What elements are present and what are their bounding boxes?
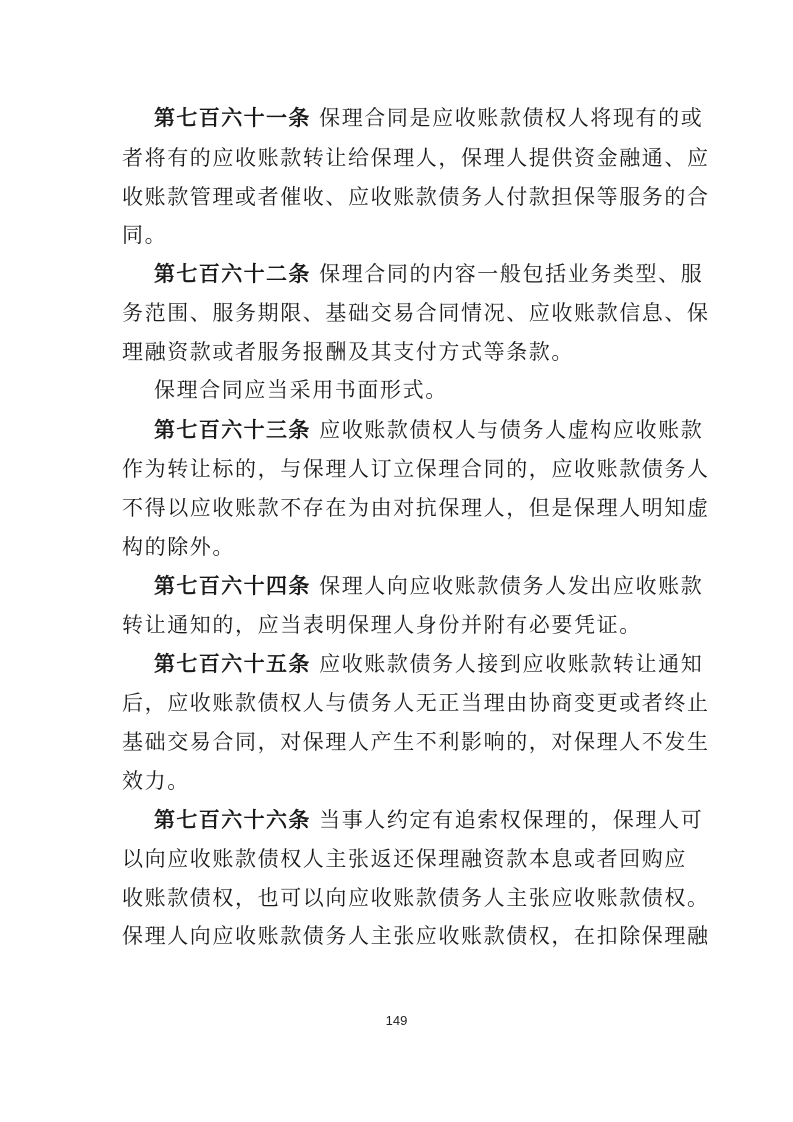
article-761-line-1 [154, 103, 703, 133]
article-heading: 第七百六十三条 [154, 418, 311, 442]
article-heading: 第七百六十二条 [154, 262, 311, 286]
article-heading: 第七百六十四条 [154, 574, 311, 598]
article-text: 同。 [122, 223, 168, 247]
article-text: 收账款管理或者催收、应收账款债务人付款担保等服务的合 [122, 185, 710, 209]
article-text: 应收账款债务人接到应收账款转让通知 [319, 652, 704, 676]
article-text: 保理人向应收账款债务人发出应收账款 [319, 574, 704, 598]
article-762-line-1 [154, 259, 703, 289]
article-text: 应收账款债权人与债务人虚构应收账款 [319, 418, 704, 442]
article-heading: 第七百六十五条 [154, 652, 311, 676]
article-text: 务范围、服务期限、基础交易合同情况、应收账款信息、保 [122, 301, 710, 325]
article-765-line-1 [154, 649, 703, 679]
article-text: 理融资款或者服务报酬及其支付方式等条款。 [122, 340, 574, 364]
article-766-line-1 [154, 805, 703, 835]
article-text: 基础交易合同，对保理人产生不利影响的，对保理人不发生 [122, 730, 710, 754]
article-text: 构的除外。 [122, 535, 235, 559]
article-text: 者将有的应收账款转让给保理人，保理人提供资金融通、应 [122, 146, 710, 170]
article-text: 收账款债权，也可以向应收账款债务人主张应收账款债权。 [122, 886, 710, 910]
article-text: 作为转让标的，与保理人订立保理合同的，应收账款债务人 [122, 457, 710, 481]
article-text: 不得以应收账款不存在为由对抗保理人，但是保理人明知虚 [122, 496, 710, 520]
article-text: 以向应收账款债权人主张返还保理融资款本息或者回购应 [122, 847, 687, 871]
article-764-line-1 [154, 571, 703, 601]
article-text: 后，应收账款债权人与债务人无正当理由协商变更或者终止 [122, 691, 710, 715]
article-text: 保理合同的内容一般包括业务类型、服 [319, 262, 704, 286]
article-text: 转让通知的，应当表明保理人身份并附有必要凭证。 [122, 613, 642, 637]
article-text: 当事人约定有追索权保理的，保理人可 [319, 808, 704, 832]
article-text: 保理人向应收账款债务人主张应收账款债权，在扣除保理融 [122, 924, 710, 948]
article-text: 效力。 [122, 769, 190, 793]
paragraph-text: 保理合同应当采用书面形式。 [154, 378, 448, 402]
article-text: 保理合同是应收账款债权人将现有的或 [319, 106, 704, 130]
page-number: 149 [385, 1013, 408, 1028]
article-heading: 第七百六十六条 [154, 808, 311, 832]
article-heading: 第七百六十一条 [154, 106, 311, 130]
article-763-line-1 [154, 415, 703, 445]
